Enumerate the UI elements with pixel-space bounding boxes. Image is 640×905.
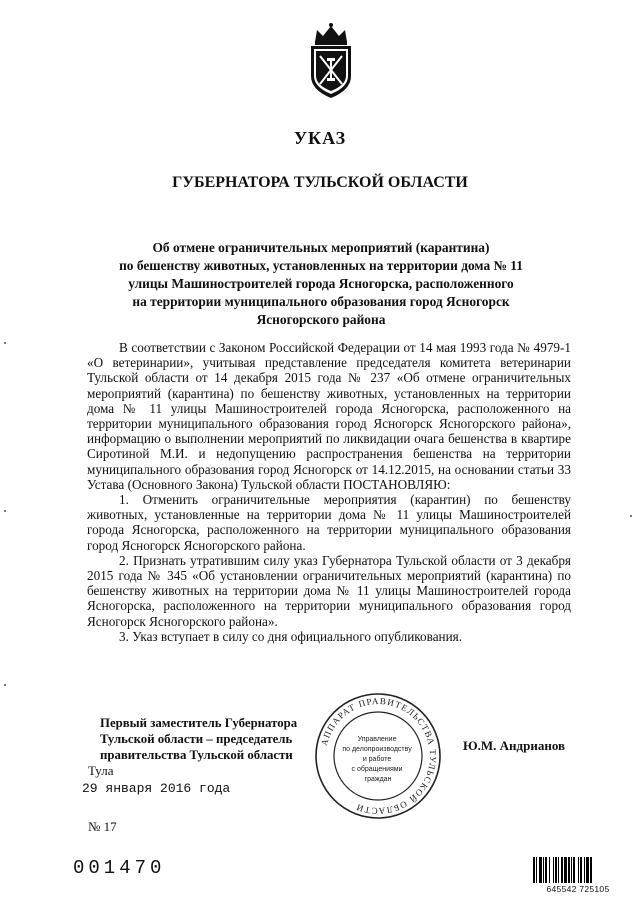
coat-of-arms-icon (303, 22, 359, 100)
stamp-center-line: Управление (357, 736, 397, 743)
document-heading: УКАЗ (293, 128, 347, 148)
document-subheading: ГУБЕРНАТОРА ТУЛЬСКОЙ ОБЛАСТИ (172, 174, 468, 191)
body-paragraph: 1. Отменить ограничительные мероприятия (карантин) по бешенству животных, установленные на территории дома № 11 улицы Машиностроителей города Ясногорска, расположенного на территории муниципального образования город Ясногорск Ясногорского района. (87, 492, 571, 553)
signatory-title-line: Первый заместитель Губернатора (100, 716, 298, 730)
barcode-number: 645542 725105 (546, 884, 610, 894)
signatory-title (100, 715, 340, 763)
scan-mark (4, 510, 6, 512)
scan-mark (630, 515, 632, 517)
document-date: 29 января 2016 года (82, 781, 231, 796)
document-place: Тула (88, 763, 114, 778)
stamp-center-line: и работе (362, 756, 392, 763)
document-number: № 17 (88, 819, 117, 834)
body-paragraph: В соответствии с Законом Российской Федерации от 14 мая 1993 года № 4979-1 «О ветеринарии», учитывая представление председателя комитета ветеринарии Тульской области от 14 декабря 2015 года № 237 «Об отмене ограничительных мероприятий (карантина) по бешенству животных, установленных на территории дома № 11 улицы Машиностроителей города Ясногорска, расположенного на территории муниципального образования город Ясногорск Ясногорского района», информацию о выполнении мероприятий по ликвидации очага бешенства в квартире Сиротиной М.И. и недопущению распространения бешенства на территории муниципального образования город Ясногорск от 14.12.2015, на основании статьи 33 Устава (Основного Закона) Тульской области ПОСТАНОВЛЯЮ: (87, 340, 571, 492)
stamp-ring-text: АППАРАТ ПРАВИТЕЛЬСТВА ТУЛЬСКОЙ ОБЛАСТИ (319, 695, 439, 817)
stamp-center-line: граждан (364, 776, 392, 783)
body-paragraph: 3. Указ вступает в силу со дня официального опубликования. (119, 628, 463, 644)
signatory-title-line: правительства Тульской области (100, 748, 293, 762)
serial-number: 001470 (73, 857, 166, 879)
scan-mark (4, 684, 6, 686)
document-body (87, 340, 571, 644)
subject-line: улицы Машиностроителей города Ясногорска, расположенного (128, 276, 514, 291)
signatory-title-line: Тульской области – председатель (100, 732, 293, 746)
subject-line: Об отмене ограничительных мероприятий (карантина) (152, 240, 490, 255)
stamp-center-line: с обращениями (351, 766, 403, 773)
svg-text:Управление по делопроизвод (342, 736, 413, 783)
stamp-center-line: по делопроизводству (342, 746, 412, 753)
subject-line: по бешенству животных, установленных на территории дома № 11 (119, 258, 523, 273)
signatory-name: Ю.М. Андрианов (463, 738, 566, 753)
official-stamp (312, 690, 444, 822)
subject-line: Ясногорского района (256, 312, 386, 327)
body-paragraph: 2. Признать утратившим силу указ Губернатора Тульской области от 3 декабря 2015 года № 345 «Об установлении ограничительных мероприятий (карантина) по бешенству животных на территории дома № 11 улицы Машиностроителей города Ясногорска, расположенного на территории муниципального образования город Ясногорск Ясногорского района». (87, 552, 571, 629)
document-subject (80, 239, 562, 329)
subject-line: на территории муниципального образования город Ясногорск (132, 294, 510, 309)
scan-mark (4, 342, 6, 344)
